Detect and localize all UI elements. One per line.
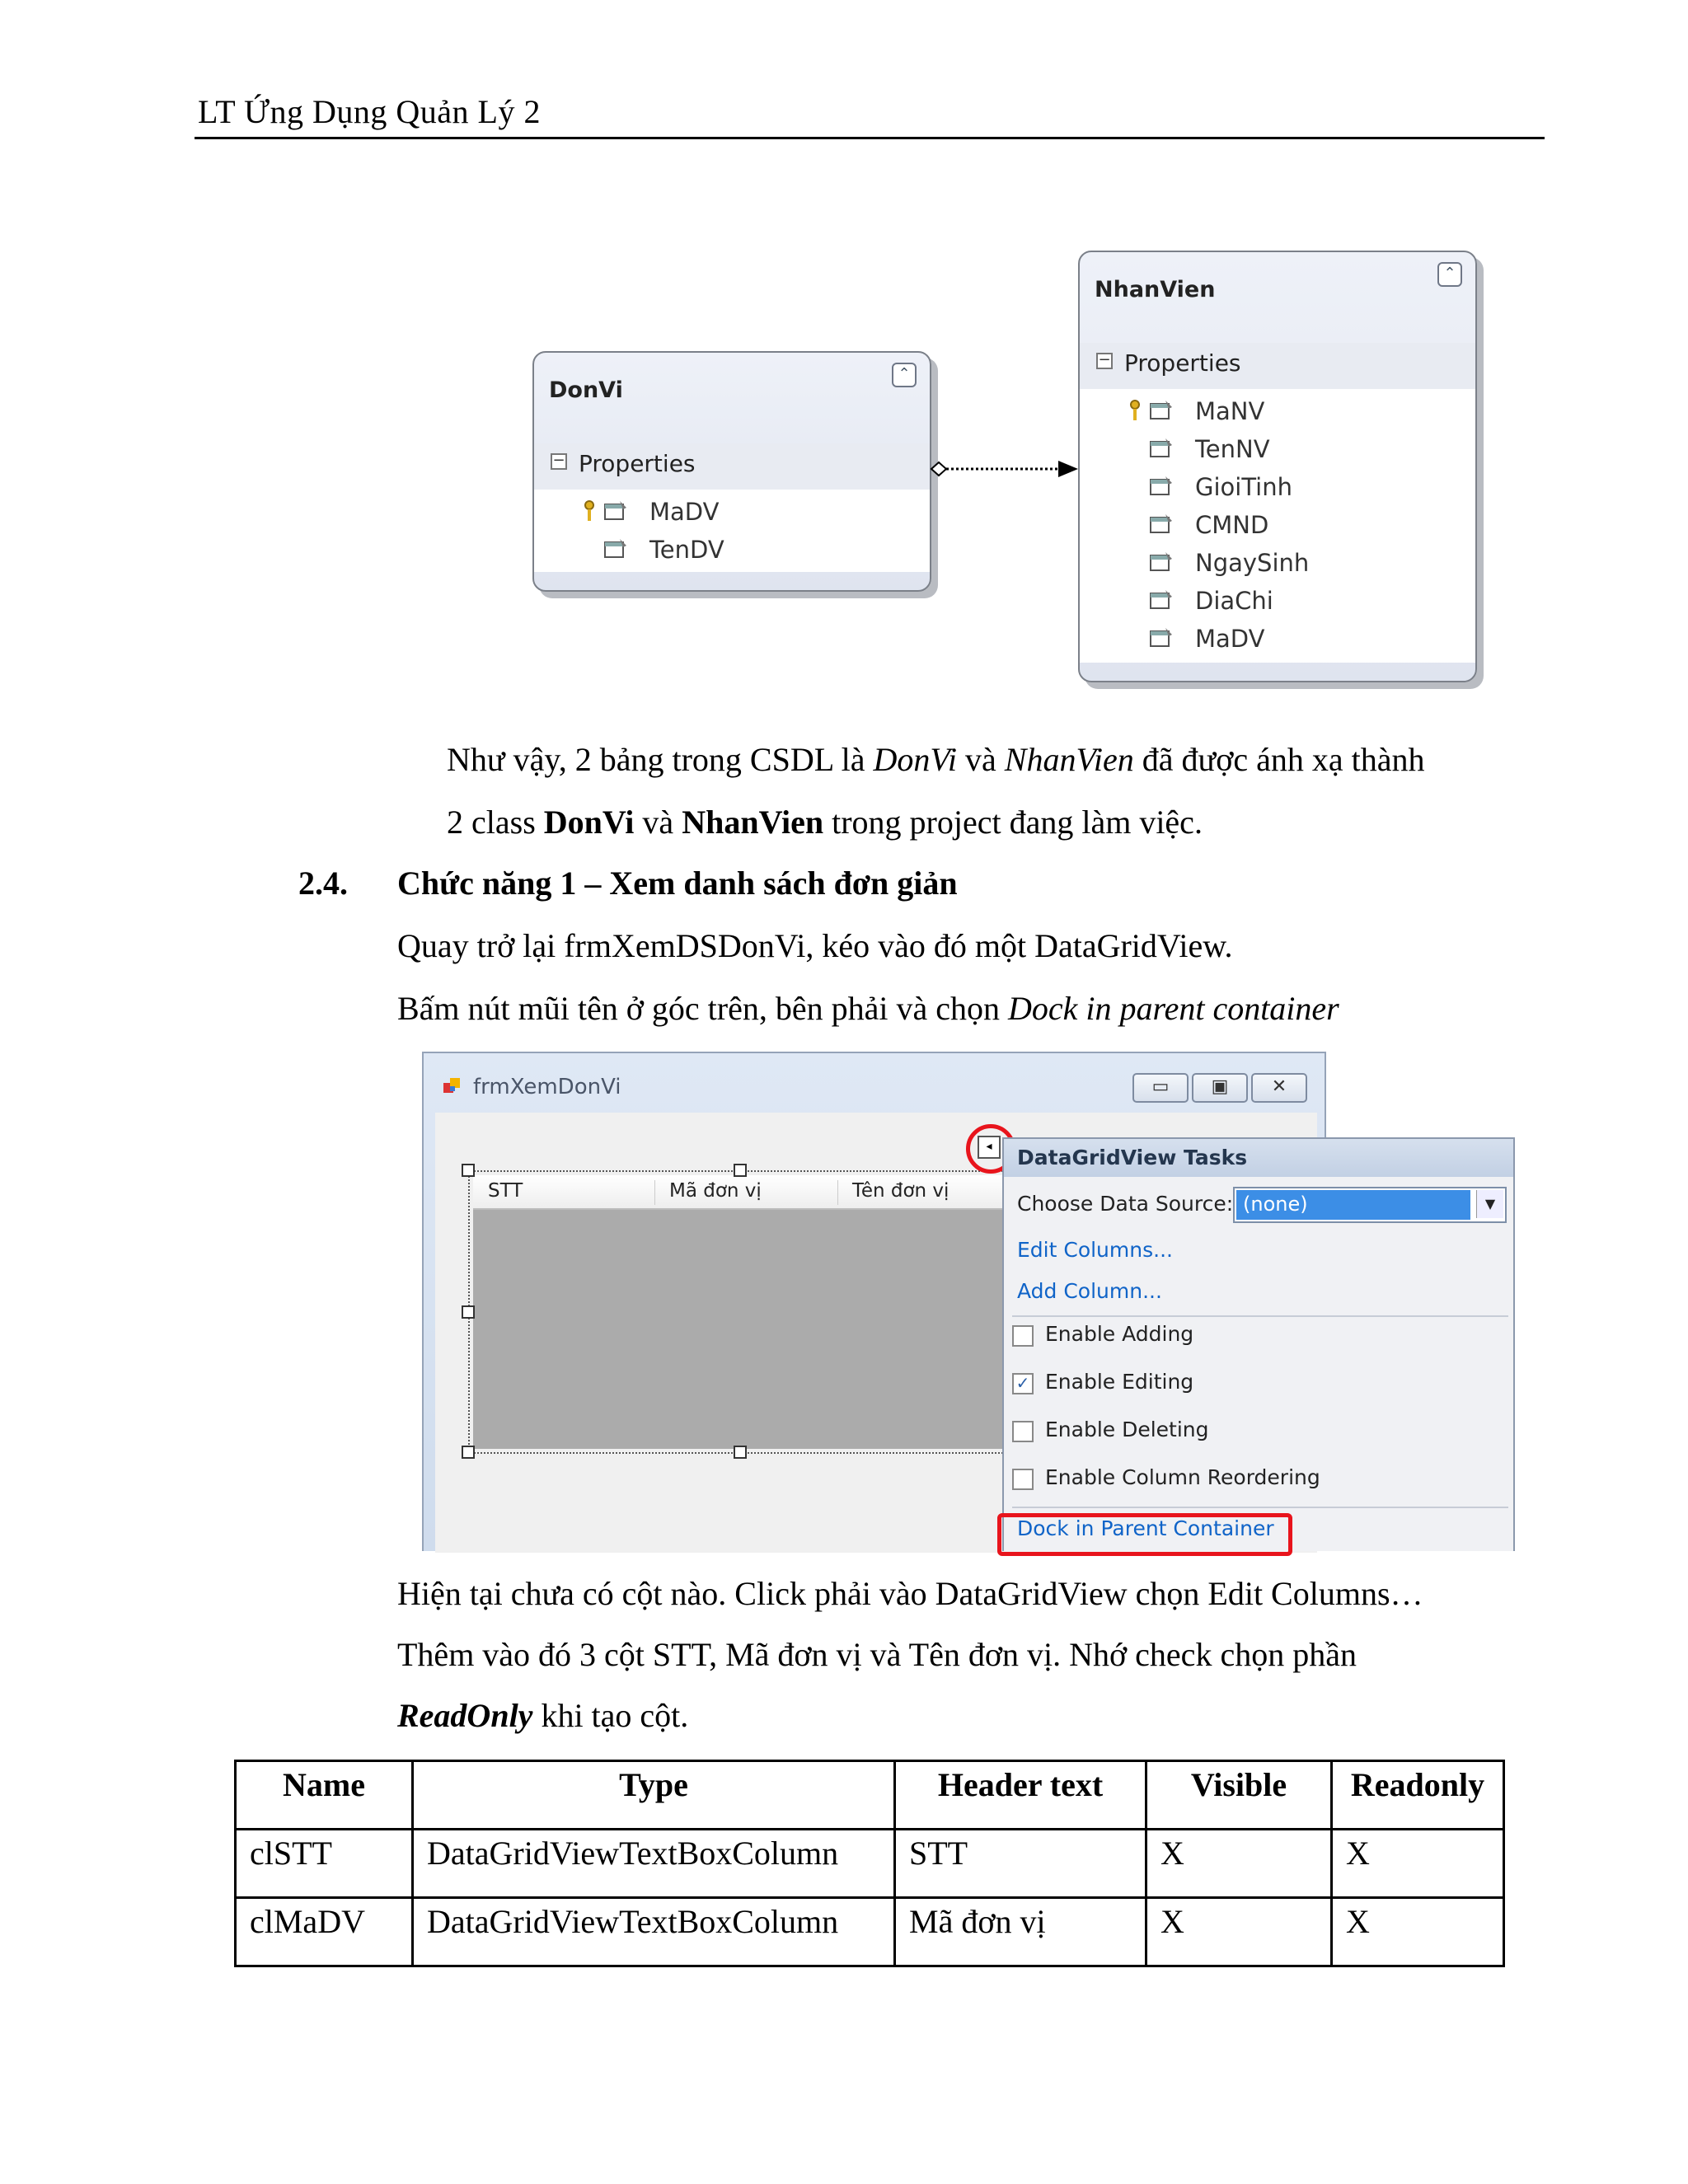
property-icon — [603, 537, 628, 559]
window-title: frmXemDonVi — [473, 1075, 621, 1099]
table-cell: X — [1146, 1898, 1332, 1966]
table-header: Readonly — [1332, 1761, 1504, 1830]
text: Bấm nút mũi tên ở góc trên, bên phải và chọn — [397, 990, 1008, 1027]
table-header: Name — [236, 1761, 413, 1830]
text: khi tạo cột. — [532, 1697, 689, 1734]
resize-handle[interactable] — [734, 1164, 747, 1177]
paragraph: Hiện tại chưa có cột nào. Click phải vào DataGridView chọn Edit Columns… — [397, 1575, 1423, 1612]
table-cell: STT — [895, 1830, 1146, 1898]
table-row — [236, 1830, 1504, 1898]
bold-term: DonVi — [543, 804, 635, 841]
italic-term: Dock in parent container — [1007, 990, 1339, 1027]
header-rule — [195, 137, 1545, 139]
datagridview-tasks-panel — [1002, 1137, 1515, 1551]
entity-nhanvien[interactable] — [1078, 251, 1477, 682]
text: và — [634, 804, 682, 841]
property-label: TenNV — [1195, 435, 1270, 463]
property-label: DiaChi — [1195, 587, 1273, 615]
property-icon — [1149, 551, 1174, 572]
property-label: MaDV — [649, 498, 720, 526]
table-cell: DataGridViewTextBoxColumn — [413, 1898, 895, 1966]
tasks-title: DataGridView Tasks — [1004, 1139, 1513, 1177]
table-cell: X — [1332, 1898, 1504, 1966]
entity-donvi[interactable] — [532, 351, 931, 592]
chevron-down-icon[interactable]: ▼ — [1476, 1190, 1503, 1218]
table-cell: X — [1332, 1830, 1504, 1898]
resize-handle[interactable] — [734, 1446, 747, 1459]
section-title: Chức năng 1 – Xem danh sách đơn giản — [397, 865, 958, 902]
entity-title: NhanVien — [1095, 277, 1216, 302]
property-icon — [1149, 626, 1174, 648]
checkbox-enable-deleting[interactable] — [1012, 1421, 1034, 1442]
paragraph — [397, 1696, 688, 1735]
key-icon — [1129, 399, 1141, 422]
data-grid-view[interactable] — [468, 1170, 1022, 1454]
bold-term: NhanVien — [682, 804, 824, 841]
property-icon — [1149, 399, 1174, 420]
checkbox-enable-column-reordering[interactable] — [1012, 1469, 1034, 1490]
paragraph: Quay trở lại frmXemDSDonVi, kéo vào đó một DataGridView. — [397, 927, 1233, 964]
section-number: 2.4. — [298, 865, 348, 902]
collapse-icon[interactable]: ⌃ — [892, 363, 917, 387]
section-label: Properties — [579, 450, 696, 477]
property-label: MaDV — [1195, 625, 1265, 653]
grid-body — [473, 1210, 1020, 1449]
checkbox-label: Enable Editing — [1045, 1370, 1194, 1394]
app-icon — [442, 1076, 462, 1096]
grid-column-header[interactable]: STT — [488, 1180, 523, 1202]
resize-handle[interactable] — [462, 1446, 475, 1459]
divider — [1012, 1315, 1508, 1317]
table-header: Type — [413, 1761, 895, 1830]
column-separator — [654, 1180, 655, 1205]
entity-body — [534, 443, 930, 572]
checkbox-enable-editing[interactable]: ✓ — [1012, 1373, 1034, 1394]
resize-handle[interactable] — [462, 1305, 475, 1319]
minimize-button[interactable]: ▭ — [1132, 1073, 1189, 1103]
property-icon — [1149, 588, 1174, 610]
table-cell: clMaDV — [236, 1898, 413, 1966]
entity-title: DonVi — [549, 377, 623, 403]
grid-column-header[interactable]: Tên đơn vị — [852, 1180, 950, 1202]
smart-tag-arrow-icon[interactable]: ◂ — [978, 1136, 1001, 1159]
italic-term: DonVi — [873, 741, 958, 778]
section-label: Properties — [1124, 349, 1241, 377]
grid-header — [473, 1175, 1017, 1210]
properties-section[interactable] — [534, 443, 930, 490]
property-label: CMND — [1195, 511, 1269, 539]
italic-term: NhanVien — [1004, 741, 1134, 778]
divider — [1012, 1507, 1508, 1508]
paragraph — [397, 989, 1339, 1028]
minus-icon[interactable]: − — [551, 453, 567, 470]
property-icon — [603, 499, 628, 521]
table-row — [236, 1898, 1504, 1966]
table-cell: DataGridViewTextBoxColumn — [413, 1830, 895, 1898]
table-header: Header text — [895, 1761, 1146, 1830]
paragraph: Thêm vào đó 3 cột STT, Mã đơn vị và Tên đơn vị. Nhớ check chọn phần — [397, 1636, 1357, 1673]
section-heading — [298, 864, 348, 902]
property-icon — [1149, 513, 1174, 534]
dock-in-parent-link[interactable]: Dock in Parent Container — [1017, 1516, 1274, 1540]
highlight-box — [997, 1513, 1292, 1556]
association-arrow — [930, 455, 1081, 483]
checkbox-label: Enable Deleting — [1045, 1418, 1209, 1441]
key-icon — [584, 499, 595, 523]
property-label: GioiTinh — [1195, 473, 1292, 501]
checkbox-enable-adding[interactable] — [1012, 1325, 1034, 1347]
minus-icon[interactable]: − — [1096, 353, 1113, 369]
entity-body — [1080, 343, 1475, 663]
column-separator — [837, 1180, 838, 1205]
table-cell: X — [1146, 1830, 1332, 1898]
collapse-icon[interactable]: ⌃ — [1437, 262, 1462, 287]
data-source-label: Choose Data Source: — [1017, 1192, 1234, 1216]
text: trong project đang làm việc. — [823, 804, 1203, 841]
property-label: MaNV — [1195, 397, 1265, 425]
table-header-row — [236, 1761, 1504, 1830]
add-column-link[interactable]: Add Column... — [1017, 1279, 1162, 1303]
data-source-value: (none) — [1236, 1190, 1470, 1220]
grid-column-header[interactable]: Mã đơn vị — [669, 1180, 762, 1202]
resize-handle[interactable] — [462, 1164, 475, 1177]
bold-italic-term: ReadOnly — [397, 1697, 533, 1734]
table-cell: clSTT — [236, 1830, 413, 1898]
property-label: NgaySinh — [1195, 549, 1310, 577]
properties-section[interactable] — [1080, 343, 1475, 389]
text: và — [957, 741, 1005, 778]
maximize-button[interactable]: ▣ — [1192, 1073, 1248, 1103]
data-source-select[interactable] — [1233, 1187, 1507, 1223]
paragraph — [447, 740, 1425, 779]
checkbox-label: Enable Column Reordering — [1045, 1465, 1320, 1489]
page-header: LT Ứng Dụng Quản Lý 2 — [198, 93, 541, 130]
property-icon — [1149, 475, 1174, 496]
text: đã được ánh xạ thành — [1133, 741, 1425, 778]
checkbox-label: Enable Adding — [1045, 1322, 1194, 1346]
close-button[interactable]: ✕ — [1251, 1073, 1307, 1103]
property-label: TenDV — [649, 536, 724, 564]
table-header: Visible — [1146, 1761, 1332, 1830]
edit-columns-link[interactable]: Edit Columns... — [1017, 1238, 1173, 1262]
property-icon — [1149, 437, 1174, 458]
paragraph — [447, 803, 1203, 841]
text: Như vậy, 2 bảng trong CSDL là — [447, 741, 874, 778]
text: 2 class — [447, 804, 544, 841]
columns-table — [234, 1760, 1505, 1967]
table-cell: Mã đơn vị — [895, 1898, 1146, 1966]
